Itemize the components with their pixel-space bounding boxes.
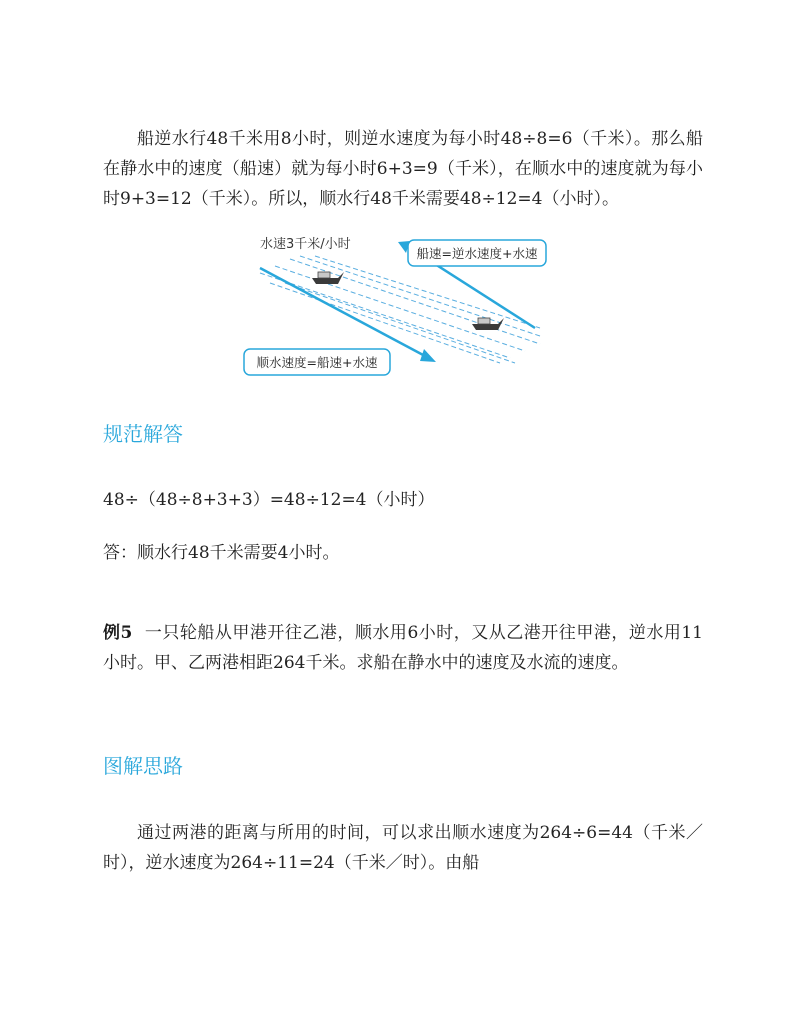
water-speed-label: 水速3千米/小时 (260, 237, 351, 252)
downstream-arrow (260, 268, 436, 362)
example-text: 一只轮船从甲港开往乙港，顺水用6小时，又从乙港开往甲港，逆水用11小时。甲、乙两港相距264千米。求船在静水中的速度及水流的速度。 (103, 623, 703, 673)
example-5 (103, 618, 703, 678)
diagram-thinking-text: 通过两港的距离与所用的时间，可以求出顺水速度为264÷6=44（千米／时），逆水速度为264÷11=24（千米／时）。由船 (103, 823, 703, 873)
solution-answer: 答：顺水行48千米需要4小时。 (103, 543, 340, 563)
section-heading-diagram-thinking: 图解思路 (103, 754, 183, 778)
paragraph-explanation: 船逆水行48千米用8小时，则逆水速度为每小时48÷8=6（千米）。那么船在静水中的速度（船速）就为每小时6+3=9（千米），在顺水中的速度就为每小时9+3=12（千米）。所以，顺水行48千米需要48÷12=4（小时）。 (103, 129, 703, 209)
downstream-formula: 顺水速度=船速+水速 (256, 355, 378, 370)
section-heading-solution: 规范解答 (103, 422, 183, 446)
boat-icon (312, 272, 344, 284)
boat-icon (472, 318, 504, 330)
boat-speed-diagram (240, 228, 560, 388)
example-label: 例5 (103, 623, 133, 643)
solution-formula: 48÷（48÷8+3+3）=48÷12=4（小时） (103, 490, 435, 510)
boat-speed-formula: 船速=逆水速度+水速 (416, 246, 538, 261)
water-current-lines (260, 256, 540, 363)
